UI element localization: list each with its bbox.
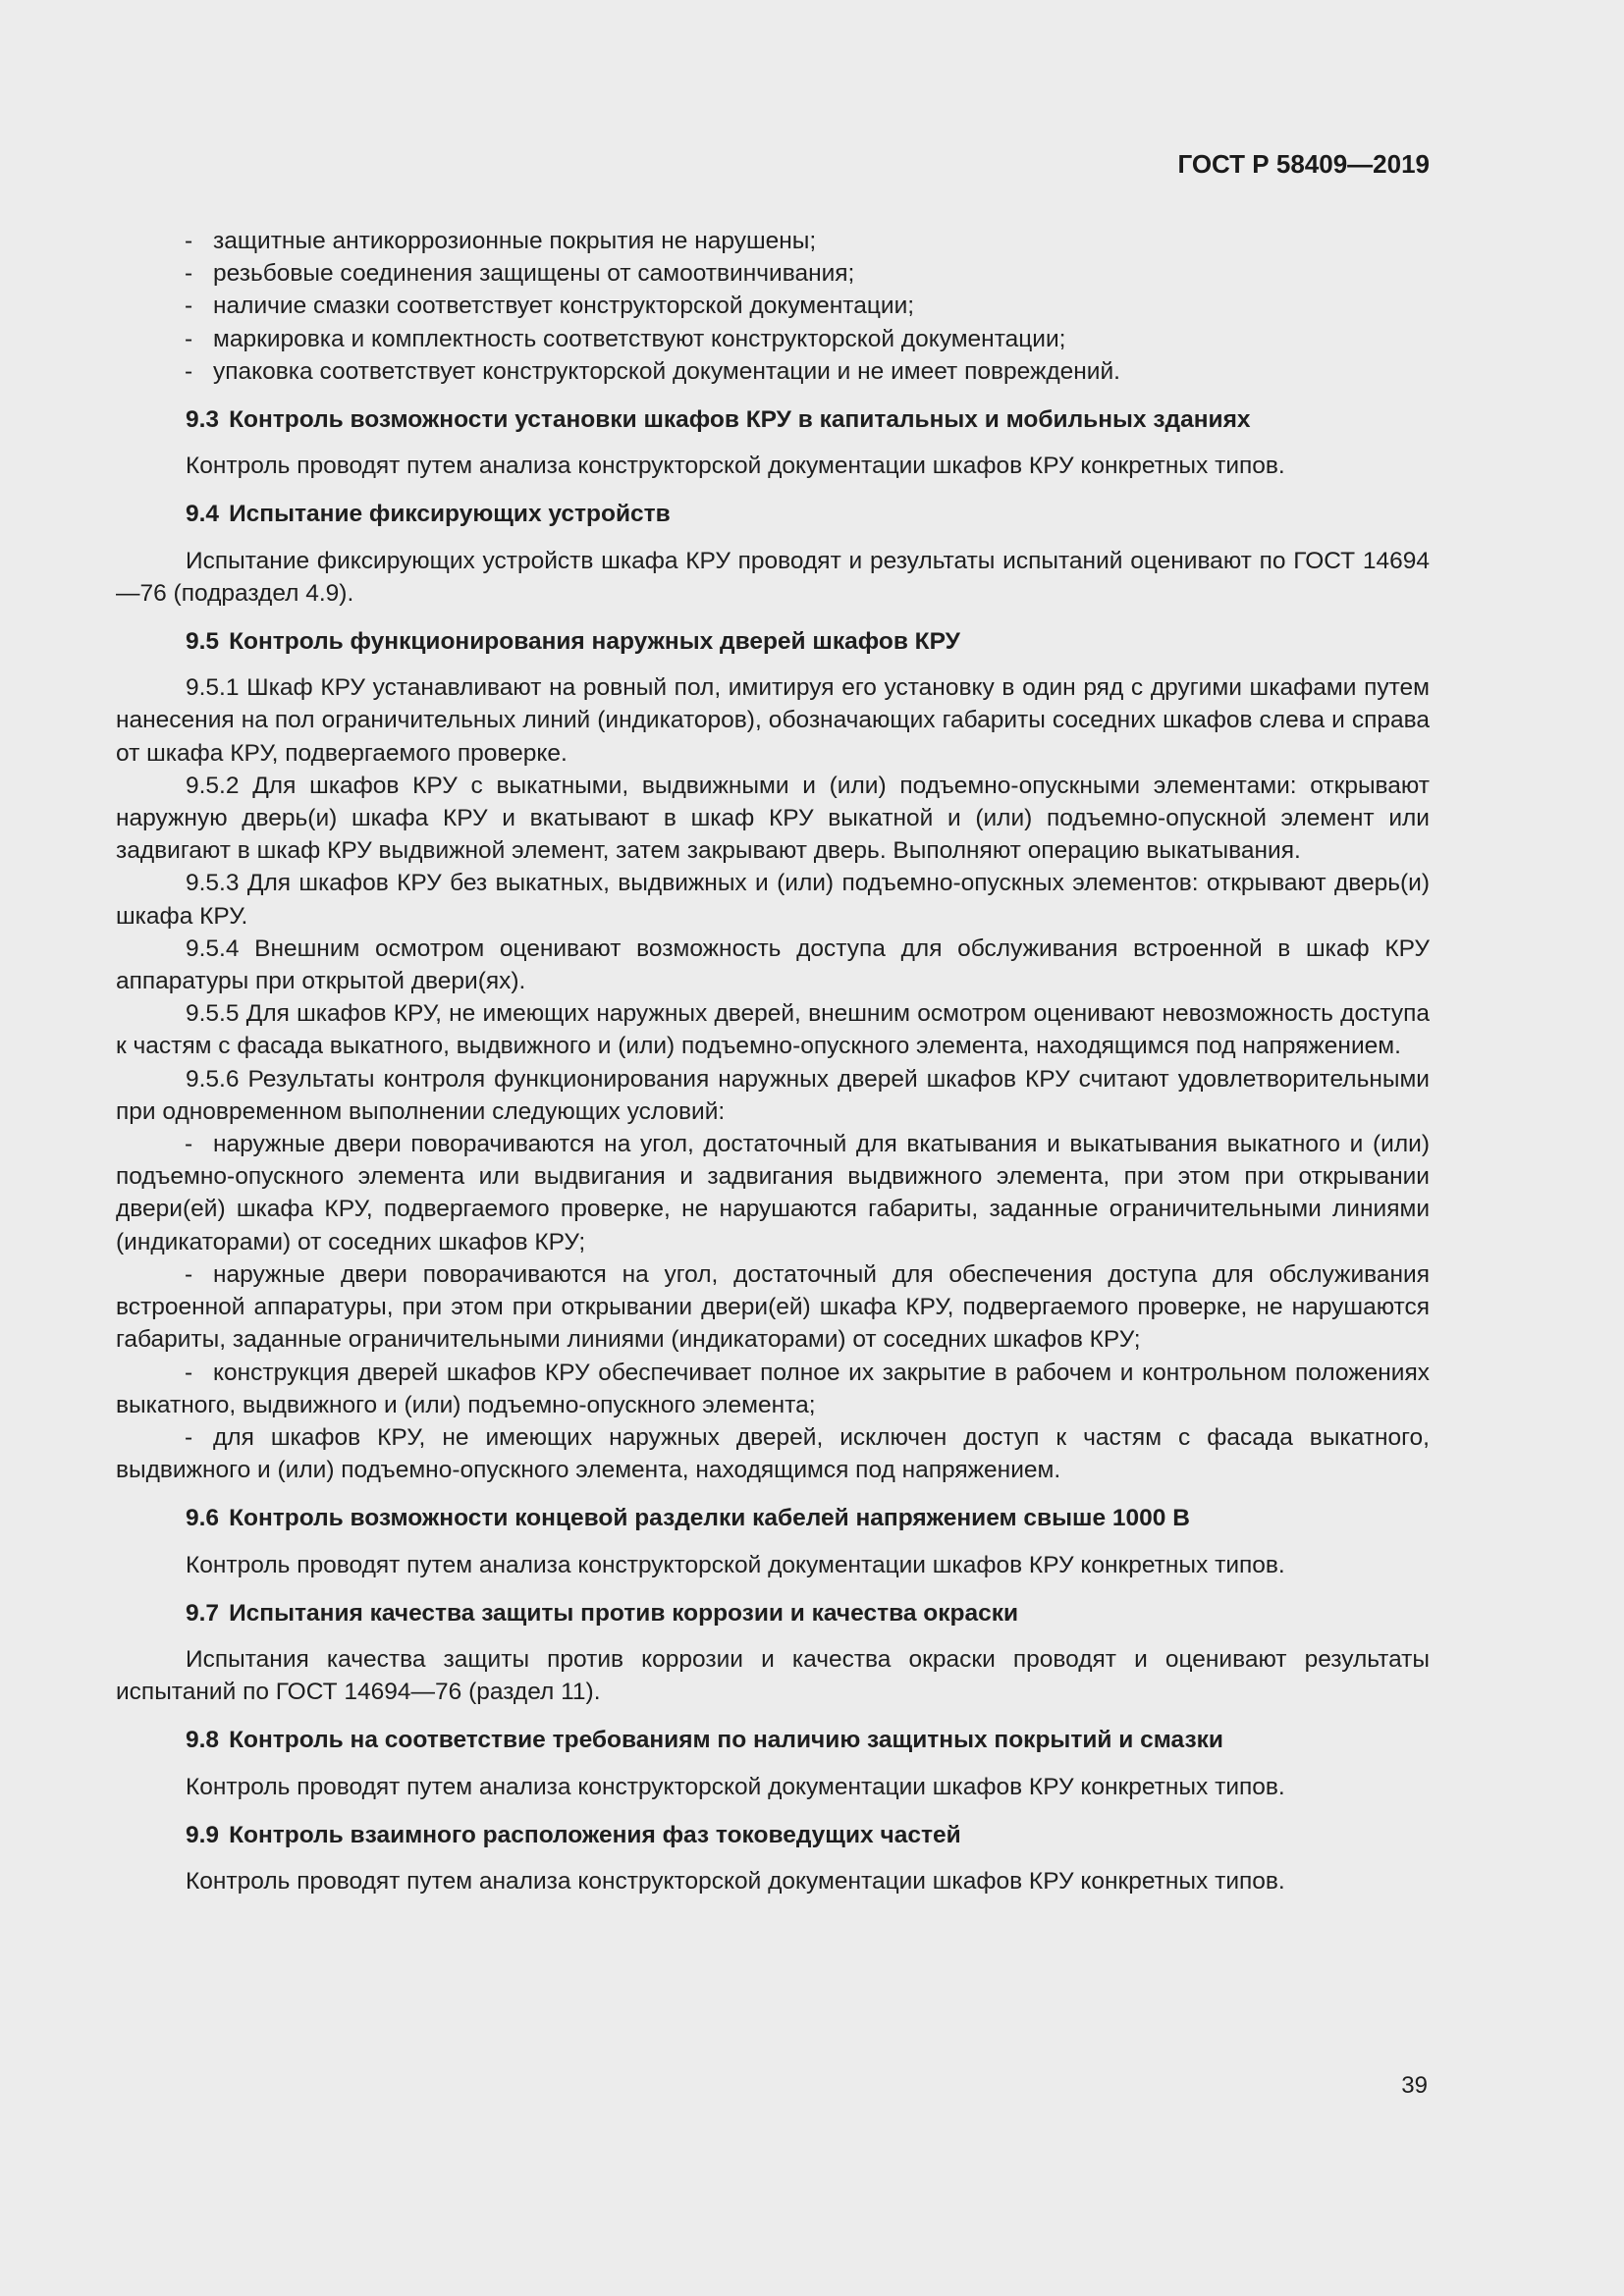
list-item: - резьбовые соединения защищены от самоотвинчивания; <box>185 260 855 288</box>
section-heading: 9.7 Испытания качества защиты против коррозии и качества окраски <box>186 1599 1019 1627</box>
list-item: - наличие смазки соответствует конструкторской документации; <box>185 293 915 320</box>
section-text: Контроль проводят путем анализа конструкторской документации шкафов КРУ конкретных типов. <box>186 1773 1285 1800</box>
intro-bullet-list <box>116 225 1430 388</box>
list-item: - защитные антикоррозионные покрытия не нарушены; <box>185 228 817 254</box>
list-item: - наружные двери поворачиваются на угол, достаточный для обеспечения доступа для обслуживания встроенной аппаратуры, при этом при открывании двери(ей) шкафа КРУ, подвергаемого проверке, не нарушаются габариты, заданные ограничительными линиями (индикаторами) от соседних шкафов КРУ; <box>116 1260 1430 1354</box>
section-heading: 9.6 Контроль возможности концевой разделки кабелей напряжением свыше 1000 В <box>186 1505 1190 1532</box>
section-text: Контроль проводят путем анализа конструкторской документации шкафов КРУ конкретных типов. <box>186 453 1285 480</box>
list-item: - упаковка соответствует конструкторской документации и не имеет повреждений. <box>185 357 1120 385</box>
section-heading: 9.8 Контроль на соответствие требованиям по наличию защитных покрытий и смазки <box>186 1727 1223 1754</box>
subsection-9-5-2: 9.5.2 Для шкафов КРУ с выкатными, выдвижными и (или) подъемно-опускными элементами: открывают наружную дверь(и) шкафа КРУ и вкатывают в шкаф КРУ выкатной и (или) подъемно-опускной элемент или задвигают в шкаф КРУ выдвижной элемент, затем закрывают дверь. Выполняют операцию выкатывания. <box>116 772 1430 865</box>
section-heading: 9.9 Контроль взаимного расположения фаз токоведущих частей <box>186 1821 961 1848</box>
section-9-4 <box>116 498 1430 610</box>
section-9-8 <box>116 1724 1430 1802</box>
section-9-3 <box>116 403 1430 482</box>
document-id: ГОСТ Р 58409—2019 <box>1177 149 1430 179</box>
subsection-9-5-5: 9.5.5 Для шкафов КРУ, не имеющих наружных дверей, внешним осмотром оценивают невозможность доступа к частям с фасада выкатного, выдвижного и (или) подъемно-опускного элемента, находящимся под напряжением. <box>116 1000 1430 1060</box>
section-text: Испытание фиксирующих устройств шкафа КРУ проводят и результаты испытаний оценивают по ГОСТ 14694—76 (подраздел 4.9). <box>116 547 1430 607</box>
section-heading: 9.3 Контроль возможности установки шкафов КРУ в капитальных и мобильных зданиях <box>186 406 1251 434</box>
section-heading: 9.4 Испытание фиксирующих устройств <box>186 501 671 528</box>
subsection-9-5-4: 9.5.4 Внешним осмотром оценивают возможность доступа для обслуживания встроенной в шкаф КРУ аппаратуры при открытой двери(ях). <box>116 934 1430 995</box>
list-item: - конструкция дверей шкафов КРУ обеспечивает полное их закрытие в рабочем и контрольном положениях выкатного, выдвижного и (или) подъемно-опускного элемента; <box>116 1359 1430 1418</box>
section-9-6 <box>116 1502 1430 1580</box>
section-9-9 <box>116 1819 1430 1897</box>
subsection-9-5-6: 9.5.6 Результаты контроля функционирования наружных дверей шкафов КРУ считают удовлетворительными при одновременном выполнении следующих условий: <box>116 1065 1430 1125</box>
section-heading: 9.5 Контроль функционирования наружных дверей шкафов КРУ <box>186 628 960 656</box>
section-9-5 <box>116 625 1430 1486</box>
list-item: - маркировка и комплектность соответствуют конструкторской документации; <box>185 325 1066 352</box>
subsection-9-5-3: 9.5.3 Для шкафов КРУ без выкатных, выдвижных и (или) подъемно-опускных элементов: открывают дверь(и) шкафа КРУ. <box>116 870 1430 930</box>
list-item: - наружные двери поворачиваются на угол, достаточный для вкатывания и выкатывания выкатного и (или) подъемно-опускного элемента или выдвигания и задвигания выдвижного элемента, при этом при открывании двери(ей) шкафа КРУ, подвергаемого проверке, не нарушаются габариты, заданные ограничительными линиями (индикаторами) от соседних шкафов КРУ; <box>116 1131 1430 1255</box>
section-text: Контроль проводят путем анализа конструкторской документации шкафов КРУ конкретных типов. <box>186 1551 1285 1578</box>
section-text: Испытания качества защиты против коррозии и качества окраски проводят и оценивают результаты испытаний по ГОСТ 14694—76 (раздел 11). <box>116 1645 1430 1706</box>
page-number: 39 <box>1401 2072 1428 2099</box>
section-text: Контроль проводят путем анализа конструкторской документации шкафов КРУ конкретных типов. <box>186 1867 1285 1895</box>
section-9-7 <box>116 1597 1430 1709</box>
page-content <box>116 225 1430 1897</box>
list-item: - для шкафов КРУ, не имеющих наружных дверей, исключен доступ к частям с фасада выкатного, выдвижного и (или) подъемно-опускного элемента, находящимся под напряжением. <box>116 1423 1430 1484</box>
subsection-9-5-1: 9.5.1 Шкаф КРУ устанавливают на ровный пол, имитируя его установку в один ряд с другими шкафами путем нанесения на пол ограничительных линий (индикаторов), обозначающих габариты соседних шкафов слева и справа от шкафа КРУ, подвергаемого проверке. <box>116 674 1430 767</box>
